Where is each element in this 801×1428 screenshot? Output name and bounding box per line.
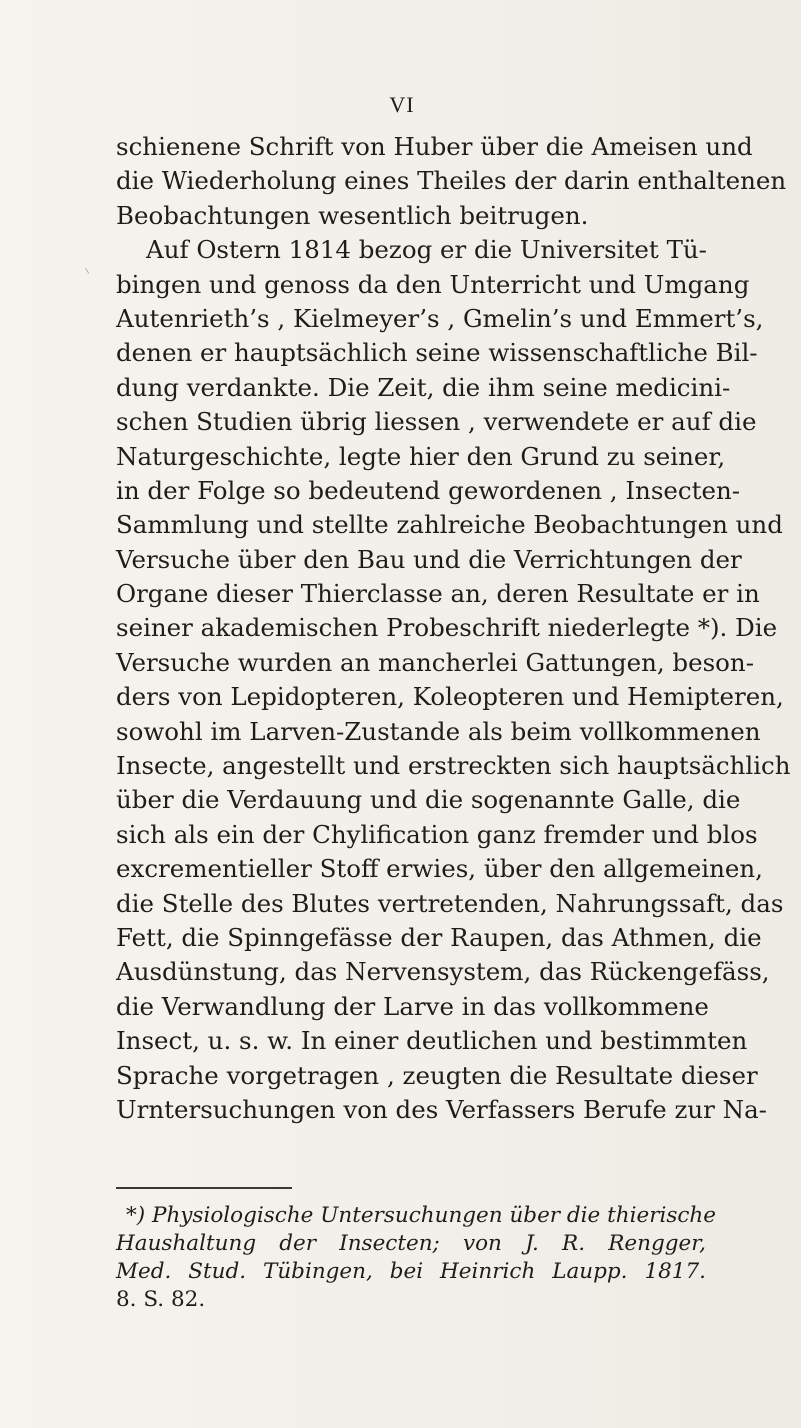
- text-line: Sammlung und stellte zahlreiche Beobachtungen und: [116, 510, 783, 540]
- text-line: die Wiederholung eines Theiles der darin enthaltenen: [116, 166, 787, 196]
- text-line: Urntersuchungen von des Verfassers Berufe zur Na-: [116, 1094, 767, 1124]
- text-line: Versuche wurden an mancherlei Gattungen, beson-: [116, 647, 754, 677]
- text-line: Fett, die Spinngefässe der Raupen, das Athmen, die: [116, 922, 762, 952]
- text-line: die Verwandlung der Larve in das vollkommene: [116, 991, 709, 1021]
- footnote: [116, 1202, 716, 1314]
- text-line: Naturgeschichte, legte hier den Grund zu seiner,: [116, 441, 726, 471]
- text-line: excrementieller Stoff erwies, über den allgemeinen,: [116, 854, 763, 884]
- text-line: sich als ein der Chylification ganz fremder und blos: [116, 819, 758, 849]
- text-line: Auf Ostern 1814 bezog er die Universitet Tü-: [146, 235, 707, 265]
- text-line: die Stelle des Blutes vertretenden, Nahrungssaft, das: [116, 888, 784, 918]
- text-line: in der Folge so bedeutend gewordenen , Insecten-: [116, 475, 741, 505]
- page-number: VI: [389, 92, 415, 117]
- text-line: Autenrieth’s , Kielmeyer’s , Gmelin’s und Emmert’s,: [116, 303, 764, 333]
- text-line: Insect, u. s. w. In einer deutlichen und bestimmten: [116, 1026, 748, 1056]
- text-line: Organe dieser Thierclasse an, deren Resultate er in: [116, 579, 760, 609]
- text-line: Beobachtungen wesentlich beitrugen.: [116, 200, 589, 230]
- text-line: ders von Lepidopteren, Koleopteren und Hemipteren,: [116, 682, 784, 712]
- text-line: über die Verdauung und die sogenannte Galle, die: [116, 785, 741, 815]
- footnote-rule: [116, 1187, 292, 1189]
- text-line: bingen und genoss da den Unterricht und Umgang: [116, 269, 750, 299]
- text-line: schen Studien übrig liessen , verwendete er auf die: [116, 407, 757, 437]
- text-line: dung verdankte. Die Zeit, die ihm seine medicini-: [116, 372, 731, 402]
- text-line: Insecte, angestellt und erstreckten sich hauptsächlich: [116, 751, 791, 781]
- text-line: Sprache vorgetragen , zeugten die Resultate dieser: [116, 1060, 758, 1090]
- footnote-line: Haushaltung der Insecten; von J. R. Rengger,: [116, 1231, 706, 1256]
- footnote-line: 8. S. 82.: [116, 1287, 206, 1312]
- margin-mark: [85, 265, 94, 274]
- footnote-line: Med. Stud. Tübingen, bei Heinrich Laupp. 1817.: [116, 1259, 706, 1284]
- text-line: Ausdünstung, das Nervensystem, das Rückengefäss,: [116, 957, 770, 987]
- text-line: sowohl im Larven-Zustande als beim vollkommenen: [116, 716, 761, 746]
- text-line: seiner akademischen Probeschrift niederlegte *). Die: [116, 613, 778, 643]
- main-text: [116, 130, 791, 1127]
- text-line: denen er hauptsächlich seine wissenschaftliche Bil-: [116, 338, 758, 368]
- text-line: schienene Schrift von Huber über die Ameisen und: [116, 132, 753, 161]
- footnote-line: *) Physiologische Untersuchungen über die thierische: [126, 1203, 716, 1228]
- text-line: Versuche über den Bau und die Verrichtungen der: [116, 544, 742, 574]
